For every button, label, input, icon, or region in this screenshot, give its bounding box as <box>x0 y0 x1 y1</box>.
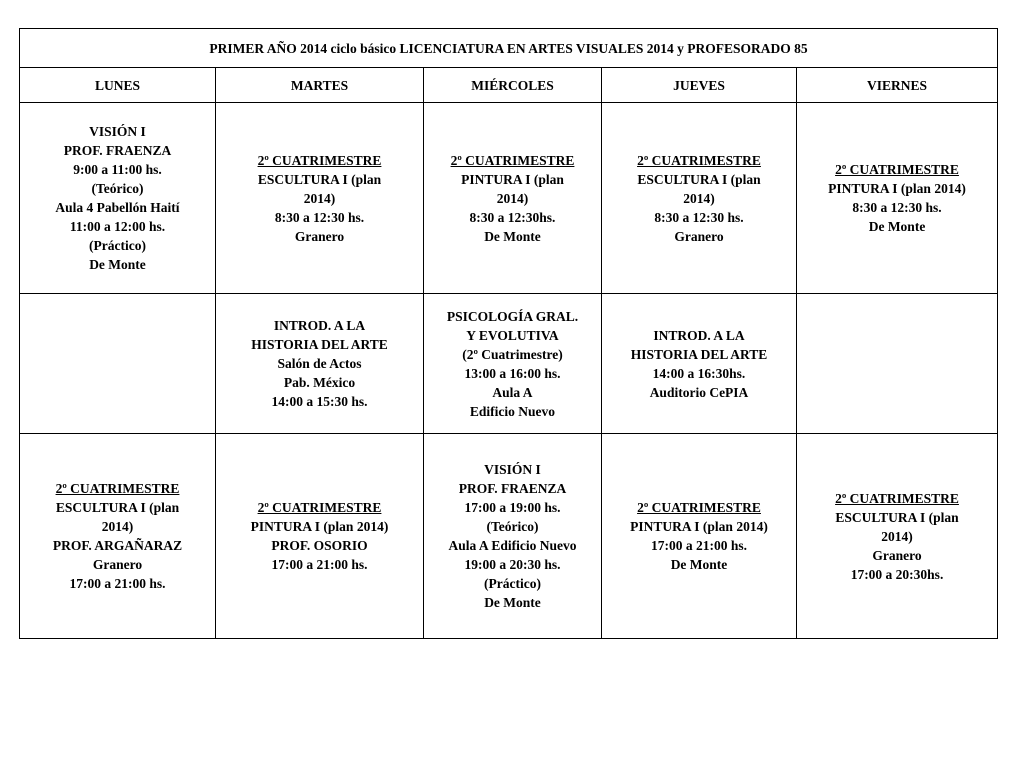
day-header-lunes: LUNES <box>20 68 216 103</box>
cell-line: De Monte <box>484 595 541 610</box>
cell-jueves-1 <box>602 103 797 294</box>
cell-lunes-3 <box>20 434 216 639</box>
cell-line: Aula A <box>492 384 533 400</box>
day-header-miercoles: MIÉRCOLES <box>424 68 602 103</box>
cell-line: 8:30 a 12:30 hs. <box>852 200 942 215</box>
cell-line: 2º CUATRIMESTRE <box>450 152 575 168</box>
cell-line: 17:00 a 20:30hs. <box>850 566 944 582</box>
cell-line: PINTURA I (plan <box>461 171 564 187</box>
cell-line: HISTORIA DEL ARTE <box>251 337 388 352</box>
cell-line: Aula A Edificio Nuevo <box>448 538 577 553</box>
cell-line: 17:00 a 21:00 hs. <box>69 576 166 591</box>
cell-line: Granero <box>92 557 143 572</box>
cell-line: (Teórico) <box>486 519 539 534</box>
cell-line: ESCULTURA I (plan <box>637 171 761 187</box>
cell-line: INTROD. A LA <box>653 327 745 343</box>
cell-line: PINTURA I (plan 2014) <box>630 519 768 534</box>
cell-line: 2014) <box>881 528 913 544</box>
cell-martes-3 <box>216 434 424 639</box>
cell-line: ESCULTURA I (plan <box>257 171 382 187</box>
cell-viernes-3 <box>797 434 998 639</box>
cell-line: Granero <box>674 228 724 244</box>
schedule-row-2 <box>20 294 998 434</box>
cell-miercoles-2 <box>424 294 602 434</box>
day-header-row <box>20 68 998 103</box>
cell-line: 14:00 a 15:30 hs. <box>271 394 368 409</box>
cell-line: 19:00 a 20:30 hs. <box>464 557 561 572</box>
cell-line: 11:00 a 12:00 hs. <box>69 219 166 234</box>
cell-line: 2º CUATRIMESTRE <box>835 490 959 506</box>
cell-line: HISTORIA DEL ARTE <box>630 346 768 362</box>
cell-jueves-3 <box>602 434 797 639</box>
cell-line: Granero <box>294 228 345 244</box>
schedule-row-3 <box>20 434 998 639</box>
cell-lunes-2 <box>20 294 216 434</box>
cell-line: 8:30 a 12:30hs. <box>469 209 556 225</box>
cell-line: 8:30 a 12:30 hs. <box>654 209 744 225</box>
cell-line: PROF. FRAENZA <box>63 143 172 158</box>
cell-line: PINTURA I (plan 2014) <box>828 181 966 196</box>
title-row <box>20 29 998 68</box>
cell-line: 2014) <box>101 519 134 534</box>
cell-line: 2º CUATRIMESTRE <box>637 500 761 515</box>
day-header-viernes: VIERNES <box>797 68 998 103</box>
cell-miercoles-3 <box>424 434 602 639</box>
cell-line: 2º CUATRIMESTRE <box>637 152 761 168</box>
cell-line: INTROD. A LA <box>273 318 366 333</box>
cell-line: 2014) <box>303 190 336 206</box>
cell-viernes-1 <box>797 103 998 294</box>
cell-line: VISIÓN I <box>484 462 541 477</box>
cell-line: 2014) <box>496 190 529 206</box>
cell-line: (Práctico) <box>484 576 541 591</box>
schedule-table <box>19 28 998 639</box>
cell-line: Granero <box>872 547 922 563</box>
schedule-title: PRIMER AÑO 2014 ciclo básico LICENCIATURA EN ARTES VISUALES 2014 y PROFESORADO 85 <box>20 29 998 68</box>
cell-line: 17:00 a 21:00 hs. <box>271 557 368 572</box>
cell-line: 13:00 a 16:00 hs. <box>464 365 561 381</box>
cell-line: 2014) <box>683 190 715 206</box>
cell-line: (Práctico) <box>89 238 146 253</box>
cell-line: De Monte <box>868 219 926 234</box>
cell-line: 14:00 a 16:30hs. <box>652 365 746 381</box>
cell-line: Salón de Actos <box>277 356 362 371</box>
cell-line: Edificio Nuevo <box>469 403 556 419</box>
cell-line: (Teórico) <box>91 181 144 196</box>
cell-line: Aula 4 Pabellón Haití <box>55 200 180 215</box>
cell-line: De Monte <box>484 228 541 244</box>
cell-martes-2 <box>216 294 424 434</box>
cell-line: PROF. FRAENZA <box>458 481 567 496</box>
cell-line: VISIÓN I <box>89 124 146 139</box>
cell-line: ESCULTURA I (plan <box>835 509 959 525</box>
cell-line: 17:00 a 21:00 hs. <box>650 538 747 553</box>
cell-line: Pab. México <box>283 375 356 390</box>
cell-line: 2º CUATRIMESTRE <box>257 152 382 168</box>
cell-line: PINTURA I (plan 2014) <box>250 519 389 534</box>
cell-line: (2º Cuatrimestre) <box>462 346 563 362</box>
day-header-martes: MARTES <box>216 68 424 103</box>
cell-line: Y EVOLUTIVA <box>466 327 559 343</box>
cell-viernes-2 <box>797 294 998 434</box>
cell-line: 2º CUATRIMESTRE <box>835 162 959 177</box>
cell-line: De Monte <box>670 557 728 572</box>
schedule-row-1 <box>20 103 998 294</box>
cell-line: De Monte <box>89 257 146 272</box>
cell-line: 2º CUATRIMESTRE <box>55 481 180 496</box>
cell-line: PROF. OSORIO <box>271 538 368 553</box>
cell-line: PSICOLOGÍA GRAL. <box>446 308 579 324</box>
cell-line: 2º CUATRIMESTRE <box>257 500 382 515</box>
cell-jueves-2 <box>602 294 797 434</box>
cell-line: ESCULTURA I (plan <box>55 500 180 515</box>
cell-lunes-1 <box>20 103 216 294</box>
cell-martes-1 <box>216 103 424 294</box>
cell-line: 9:00 a 11:00 hs. <box>73 162 162 177</box>
cell-miercoles-1 <box>424 103 602 294</box>
day-header-jueves: JUEVES <box>602 68 797 103</box>
cell-line: Auditorio CePIA <box>649 384 749 400</box>
cell-line: PROF. ARGAÑARAZ <box>52 538 183 553</box>
cell-line: 17:00 a 19:00 hs. <box>464 500 561 515</box>
cell-line: 8:30 a 12:30 hs. <box>274 209 365 225</box>
